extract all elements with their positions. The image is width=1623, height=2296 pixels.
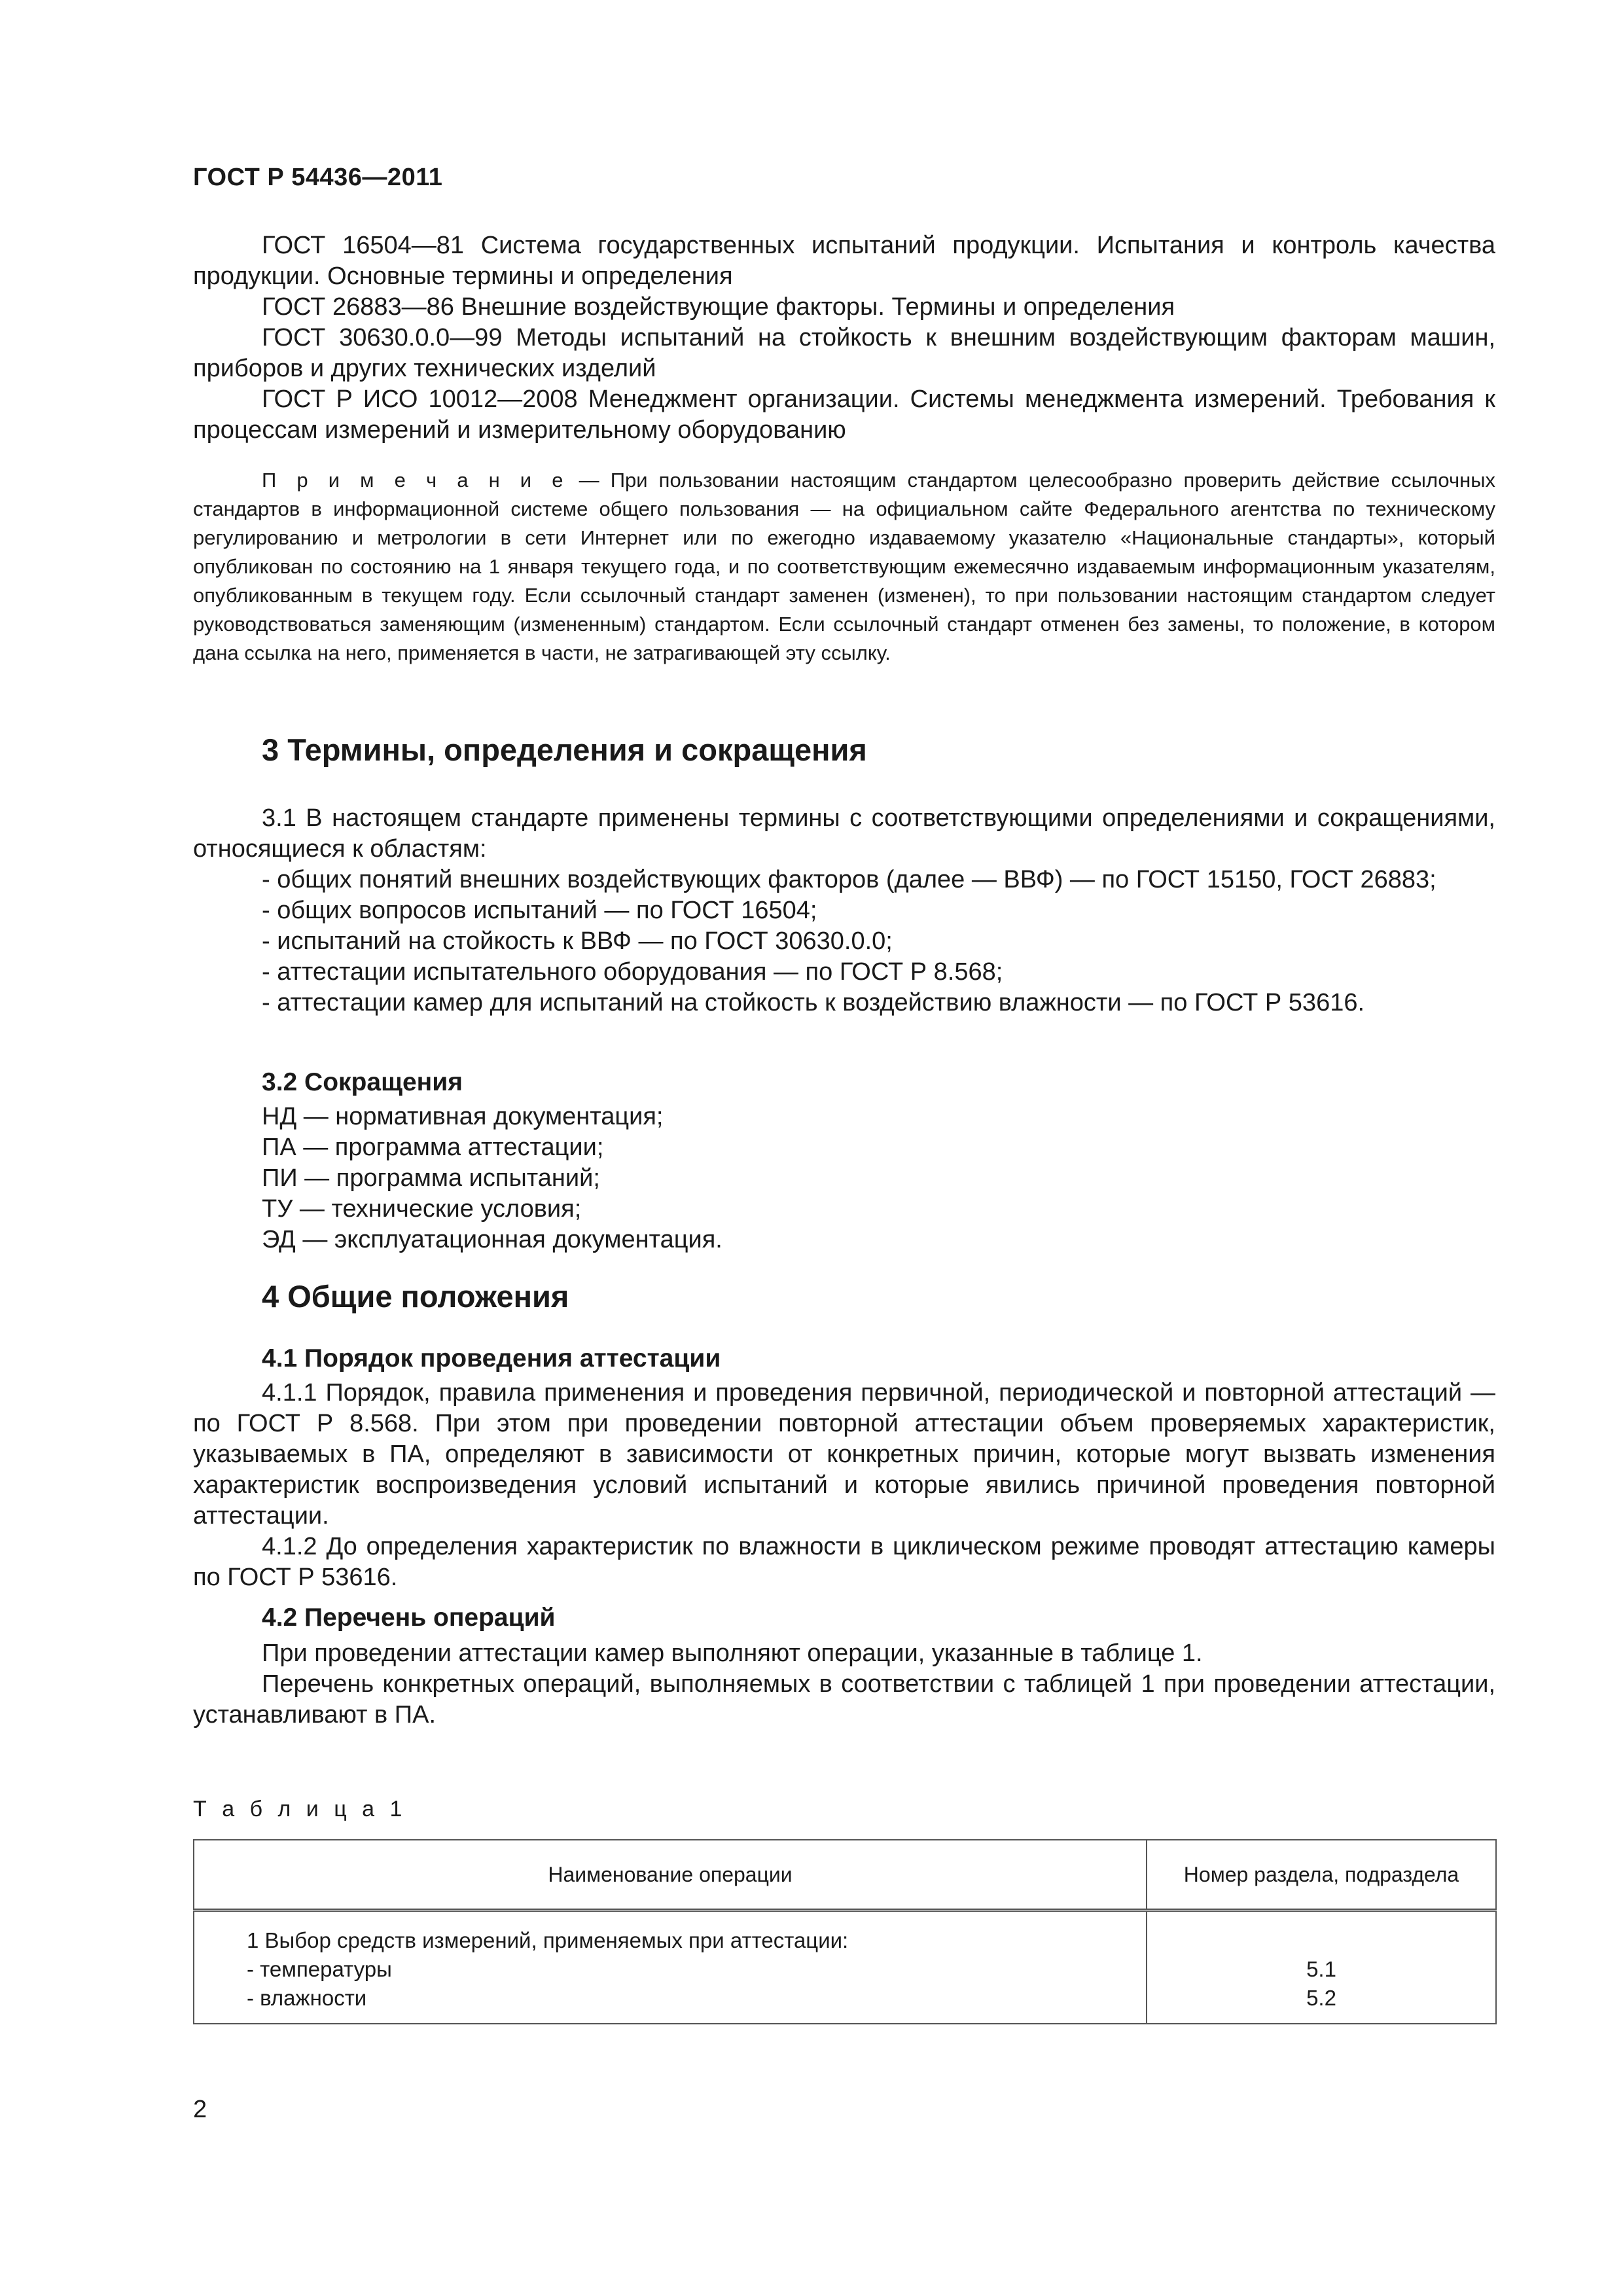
note-block xyxy=(193,466,1495,668)
reference-item: ГОСТ 26883—86 Внешние воздействующие факторы. Термины и определения xyxy=(262,293,1175,321)
table-row xyxy=(194,1910,1496,2024)
section-number-cell xyxy=(1147,1910,1496,2024)
operation-subitem: - влажности xyxy=(247,1986,367,2010)
reference-item: ГОСТ 16504—81 Система государственных испытаний продукции. Испытания и контроль качества продукции. Основные термины и определения xyxy=(193,232,1495,290)
reference-item: ГОСТ 30630.0.0—99 Методы испытаний на стойкость к внешним воздействующим факторам машин, приборов и других технических изделий xyxy=(193,324,1495,382)
table-header-row xyxy=(194,1840,1496,1910)
operations-table xyxy=(193,1839,1497,2024)
abbreviation-item: ЭД — эксплуатационная документация. xyxy=(262,1226,722,1253)
list-item: - общих понятий внешних воздействующих факторов (далее — ВВФ) — по ГОСТ 15150, ГОСТ 26883; xyxy=(262,866,1436,893)
abbreviation-item: ПА — программа аттестации; xyxy=(262,1134,604,1161)
paragraph-3-1: 3.1 В настоящем стандарте применены термины с соответствующими определениями и сокращениями, относящиеся к областям: xyxy=(193,804,1495,863)
paragraph-4-1-1: 4.1.1 Порядок, правила применения и проведения первичной, периодической и повторной аттестаций — по ГОСТ Р 8.568. При этом при проведении повторной аттестации объем проверяемых характеристик, указываемых в ПА, определяют в зависимости от конкретных причин, которые могут вызвать изменения характеристик воспроизведения условий испытаний и которые явились причиной проведения повторной аттестации. xyxy=(193,1379,1495,1530)
reference-item: ГОСТ Р ИСО 10012—2008 Менеджмент организации. Системы менеджмента измерений. Требования к процессам измерений и измерительному оборудованию xyxy=(193,386,1495,444)
list-item: - испытаний на стойкость к ВВФ — по ГОСТ 30630.0.0; xyxy=(262,927,893,955)
abbreviations-list xyxy=(262,1102,722,1255)
note-text: — При пользовании настоящим стандартом целесообразно проверить действие ссылочных стандартов в информационной системе общего пользования — на официальном сайте Федерального агентства по техническому регулированию и метрологии в сети Интернет или по ежегодно издаваемому указателю «Национальные стандарты», который опубликован по состоянию на 1 января текущего года, и по соответствующим ежемесячно издаваемым информационным указателям, опубликованным в текущем году. Если ссылочный стандарт заменен (изменен), то при пользовании настоящим стандартом следует руководствоваться заменяющим (измененным) стандартом. Если ссылочный стандарт отменен без замены, то положение, в котором дана ссылка на него, применяется в части, не затрагивающей эту ссылку. xyxy=(193,469,1495,664)
section-3-body xyxy=(193,803,1495,1018)
section-4-1-body xyxy=(193,1378,1495,1593)
section-4-title: 4 Общие положения xyxy=(262,1279,569,1314)
subsection-4-1-title: 4.1 Порядок проведения аттестации xyxy=(262,1344,721,1372)
subsection-4-2-title: 4.2 Перечень операций xyxy=(262,1604,556,1632)
operation-cell xyxy=(194,1910,1147,2024)
abbreviation-item: НД — нормативная документация; xyxy=(262,1103,664,1130)
section-3-title: 3 Термины, определения и сокращения xyxy=(262,732,867,767)
subsection-3-2-title: 3.2 Сокращения xyxy=(262,1068,463,1096)
operation-subitem: - температуры xyxy=(247,1957,392,1981)
table-caption: Т а б л и ц а 1 xyxy=(193,1797,407,1821)
section-4-2-body xyxy=(193,1638,1495,1731)
section-number: 5.1 xyxy=(1306,1957,1336,1981)
document-header: ГОСТ Р 54436—2011 xyxy=(193,164,443,191)
note-label: П р и м е ч а н и е xyxy=(262,469,568,492)
column-header-operation: Наименование операции xyxy=(194,1840,1147,1910)
paragraph-4-2-a: При проведении аттестации камер выполняют операции, указанные в таблице 1. xyxy=(262,1640,1203,1667)
normative-references xyxy=(193,230,1495,446)
section-number: 5.2 xyxy=(1306,1986,1336,2010)
column-header-section: Номер раздела, подраздела xyxy=(1147,1840,1496,1910)
list-item: - аттестации испытательного оборудования — по ГОСТ Р 8.568; xyxy=(262,958,1003,986)
paragraph-4-1-2: 4.1.2 До определения характеристик по влажности в циклическом режиме проводят аттестацию камеры по ГОСТ Р 53616. xyxy=(193,1533,1495,1591)
operation-title: 1 Выбор средств измерений, применяемых при аттестации: xyxy=(247,1928,849,1952)
list-item: - аттестации камер для испытаний на стойкость к воздействию влажности — по ГОСТ Р 53616. xyxy=(262,989,1365,1016)
abbreviation-item: ТУ — технические условия; xyxy=(262,1195,582,1223)
page-number: 2 xyxy=(193,2096,207,2123)
abbreviation-item: ПИ — программа испытаний; xyxy=(262,1164,600,1192)
paragraph-4-2-b: Перечень конкретных операций, выполняемых в соответствии с таблицей 1 при проведении аттестации, устанавливают в ПА. xyxy=(193,1670,1495,1729)
list-item: - общих вопросов испытаний — по ГОСТ 16504; xyxy=(262,897,817,924)
